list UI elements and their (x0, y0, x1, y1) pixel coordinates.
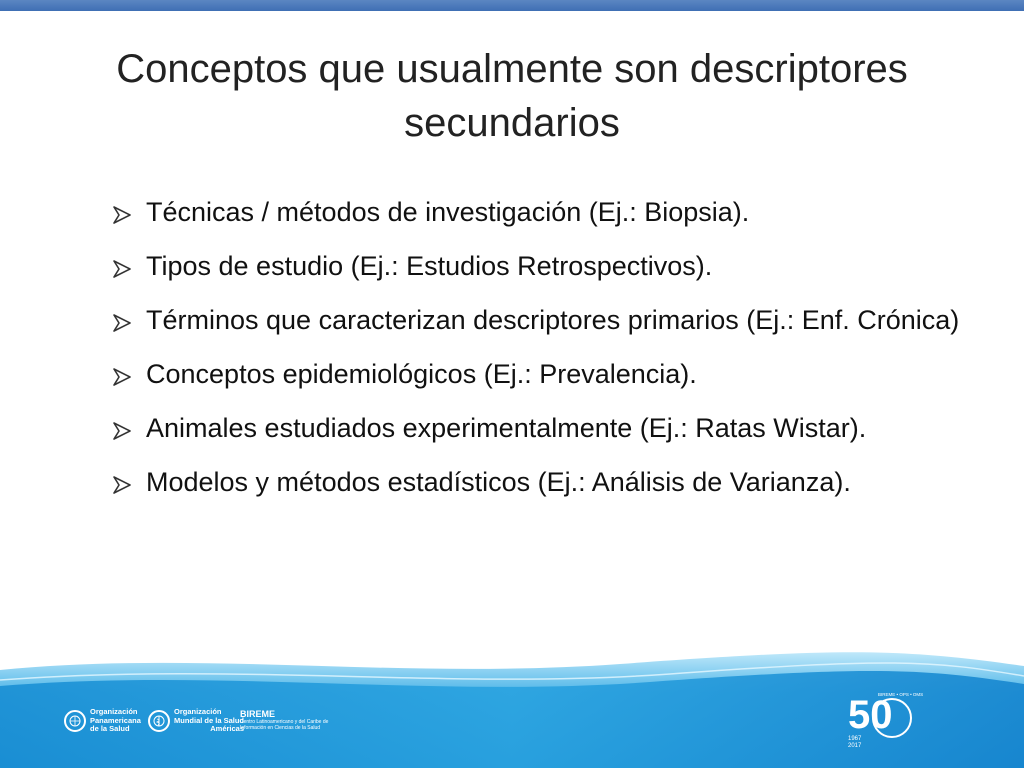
list-item (112, 298, 982, 343)
bireme-desc-line2: Información en Ciencias de la Salud (240, 724, 321, 731)
list-item (112, 460, 982, 505)
bullet-text: Conceptos epidemiológicos (Ej.: Prevalencia). (146, 359, 697, 389)
bullet-text: Términos que caracterizan descriptores primarios (Ej.: Enf. Crónica) (146, 305, 960, 335)
bireme-logo (240, 710, 328, 731)
ops-logo (64, 708, 141, 734)
oms-logo (148, 708, 244, 734)
oms-name-line1: Organización (174, 707, 222, 716)
ops-name-line3: de la Salud (90, 724, 130, 733)
ops-name-line2: Panamericana (90, 715, 141, 725)
bullet-list (112, 190, 982, 514)
slide-title: Conceptos que usualmente son descriptores secundarios (116, 47, 908, 145)
bullet-text: Técnicas / métodos de investigación (Ej.: Biopsia). (146, 197, 750, 227)
arrow-right-icon (112, 313, 134, 333)
arrow-right-icon (112, 421, 134, 441)
anniv-ring-text: BIREME • OPS • OMS (878, 692, 924, 697)
arrow-right-icon (112, 259, 134, 279)
oms-name-line3: Américas (210, 724, 245, 733)
anniv-number: 50 (848, 693, 893, 737)
globe-emblem-icon (64, 710, 86, 732)
oms-name-line2: Mundial de la Salud (174, 715, 245, 725)
anniv-year-end: 2017 (848, 743, 862, 749)
top-accent-bar (0, 0, 1024, 11)
list-item (112, 244, 982, 289)
arrow-right-icon (112, 205, 134, 225)
list-item (112, 190, 982, 235)
arrow-right-icon (112, 475, 134, 495)
list-item (112, 352, 982, 397)
bireme-desc-line1: Centro Latinoamericano y del Caribe de (240, 718, 329, 725)
who-emblem-icon (148, 710, 170, 732)
bireme-name: BIREME (240, 709, 276, 719)
list-item (112, 406, 982, 451)
arrow-right-icon (112, 367, 134, 387)
bullet-text: Modelos y métodos estadísticos (Ej.: Análisis de Varianza). (146, 467, 851, 497)
anniv-year-start: 1967 (848, 736, 862, 742)
ops-name-line1: Organización (90, 707, 138, 716)
bullet-text: Tipos de estudio (Ej.: Estudios Retrospectivos). (146, 251, 713, 281)
bullet-text: Animales estudiados experimentalmente (Ej.: Ratas Wistar). (146, 413, 867, 443)
anniversary-50-logo (846, 688, 926, 752)
